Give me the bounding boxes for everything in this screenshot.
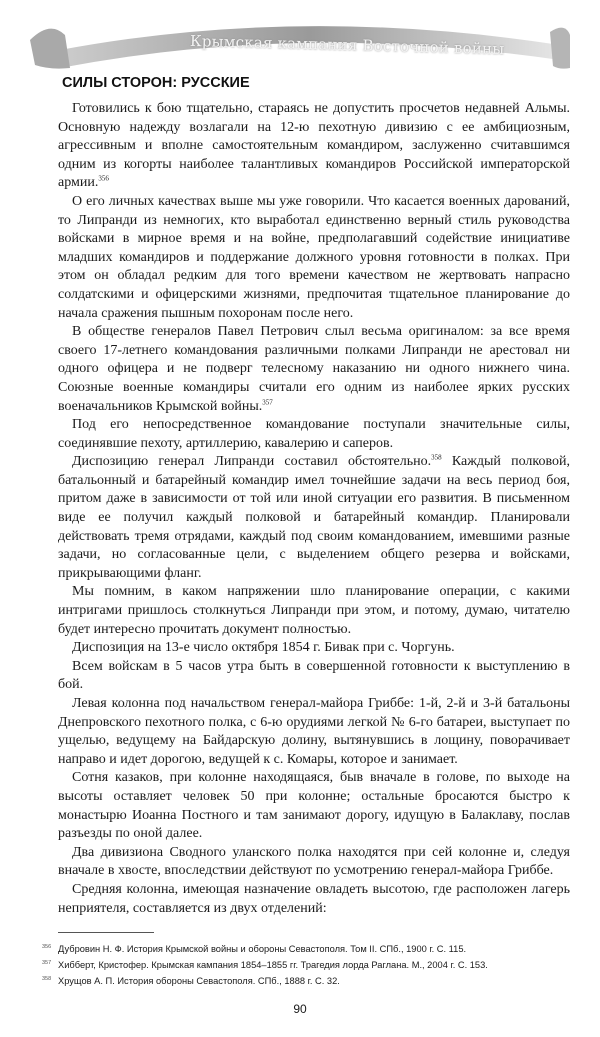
paragraph: Мы помним, в каком напряжении шло планирование операции, с какими интригами пришлось столкнуться Липранди при этом, и потому, думаю, читателю будет интересно прочитать документ полностью.: [58, 584, 570, 637]
paragraph: Под его непосредственное командование поступали значительные силы, соединявшие пехоту, артиллерию, кавалерию и саперов.: [58, 417, 570, 451]
running-title: Крымская кампания Восточной войны: [189, 31, 505, 59]
paragraph: Два дивизиона Сводного уланского полка находятся при сей колонне и, следуя вначале в хвосте, впоследствии действуют по усмотрению генерал-майора Гриббе.: [58, 844, 570, 879]
footnote: 357 Хибберт, Кристофер. Крымская кампания 1854–1855 гг. Трагедия лорда Раглана. М., 2004 г. С. 153.: [42, 960, 488, 971]
paragraph: Левая колонна под начальством генерал-майора Гриббе: 1-й, 2-й и 3-й батальоны Днепровского пехотного полка, с 6-ю орудиями легкой № 6-го батареи, выступает по ущелью, ведущему на Байдарскую долину, вытянувшись в лощину, поворачивает направо и идет дорогою, ведущей к с. Комары, которое и занимает.: [58, 696, 570, 767]
paragraph: Всем войскам в 5 часов утра быть в совершенной готовности к выступлению в бой.: [58, 658, 570, 693]
section-title: СИЛЫ СТОРОН: РУССКИЕ: [62, 75, 250, 91]
footnote-ref[interactable]: 357: [262, 397, 273, 406]
paragraph: Средняя колонна, имеющая назначение овладеть высотою, где расположен лагерь неприятеля, составляется из двух отделений:: [58, 881, 570, 916]
paragraph: В обществе генералов Павел Петрович слыл весьма оригиналом: за все время своего 17-летнего командования различными полками Липранди не арестовал ни одного офицера и не подверг телесному наказанию ни одного нижнего чина. Союзные военные командиры считали его одним из наиболее ярких русских военачальников Крымской войны.$^{357}$: [58, 324, 570, 414]
footnote-ref[interactable]: 358: [431, 453, 442, 462]
body-text: [58, 100, 570, 918]
page-number: 90: [293, 1002, 307, 1017]
footnote-ref[interactable]: 356: [98, 174, 109, 183]
paragraph: О его личных качествах выше мы уже говорили. Что касается военных дарований, то Липранди из немногих, кто выработал единственно верный стиль руководства войсками в мирное время и на войне, предполагавший содействие инициативе младших командиров и поддержание должного уровня готовности в полках. При этом он обладал редким для того времени качеством не жертвовать напрасно солдатскими и офицерскими жизнями, предпочитая тщательное планирование до начала сражения пышным похоронам после него.: [58, 193, 570, 321]
paragraph: Сотня казаков, при колонне находящаяся, быв вначале в голове, по выходе на высоты оставляет человек 50 при колонне; остальные бросаются быстро к монастырю Иоанна Постного и там занимают дорогу, идущую в Балаклаву, послав разъезды по оной далее.: [58, 770, 570, 842]
footnotes: [42, 941, 572, 989]
footnote-divider: [58, 932, 154, 933]
paragraph: Готовились к бою тщательно, стараясь не допустить просчетов недавней Альмы. Основную надежду возлагали на 12-ю пехотную дивизию с ее амбициозным, агрессивным и вполне самостоятельным командиром, заслуженно считавшимся одним из когорты наиболее талантливых командиров Российской императорской армии.$^{356}$: [58, 101, 570, 191]
footnote: 358 Хрущов А. П. История обороны Севастополя. СПб., 1888 г. С. 32.: [42, 976, 340, 987]
paragraph: Диспозиция на 13-е число октября 1854 г. Бивак при с. Чоргунь.: [72, 640, 455, 656]
footnote: 356 Дубровин Н. Ф. История Крымской войны и обороны Севастополя. Том II. СПб., 1900 г. С. 115.: [42, 944, 467, 955]
paragraph: Диспозицию генерал Липранди составил обстоятельно.$^{358}$ Каждый полковой, батальонный и батарейный командир имел точнейшие задачи на весь период боя, притом даже в зависимости от той или иной ситуации его развития. В письменном виде ее получил каждый полковой и батарейный командир. Планировали действовать тремя отрядами, каждый под своим командованием, имевшими разные задачи, но согласованные цели, с выделением общего резерва и войсками, прикрывающими фланг.: [58, 453, 570, 581]
